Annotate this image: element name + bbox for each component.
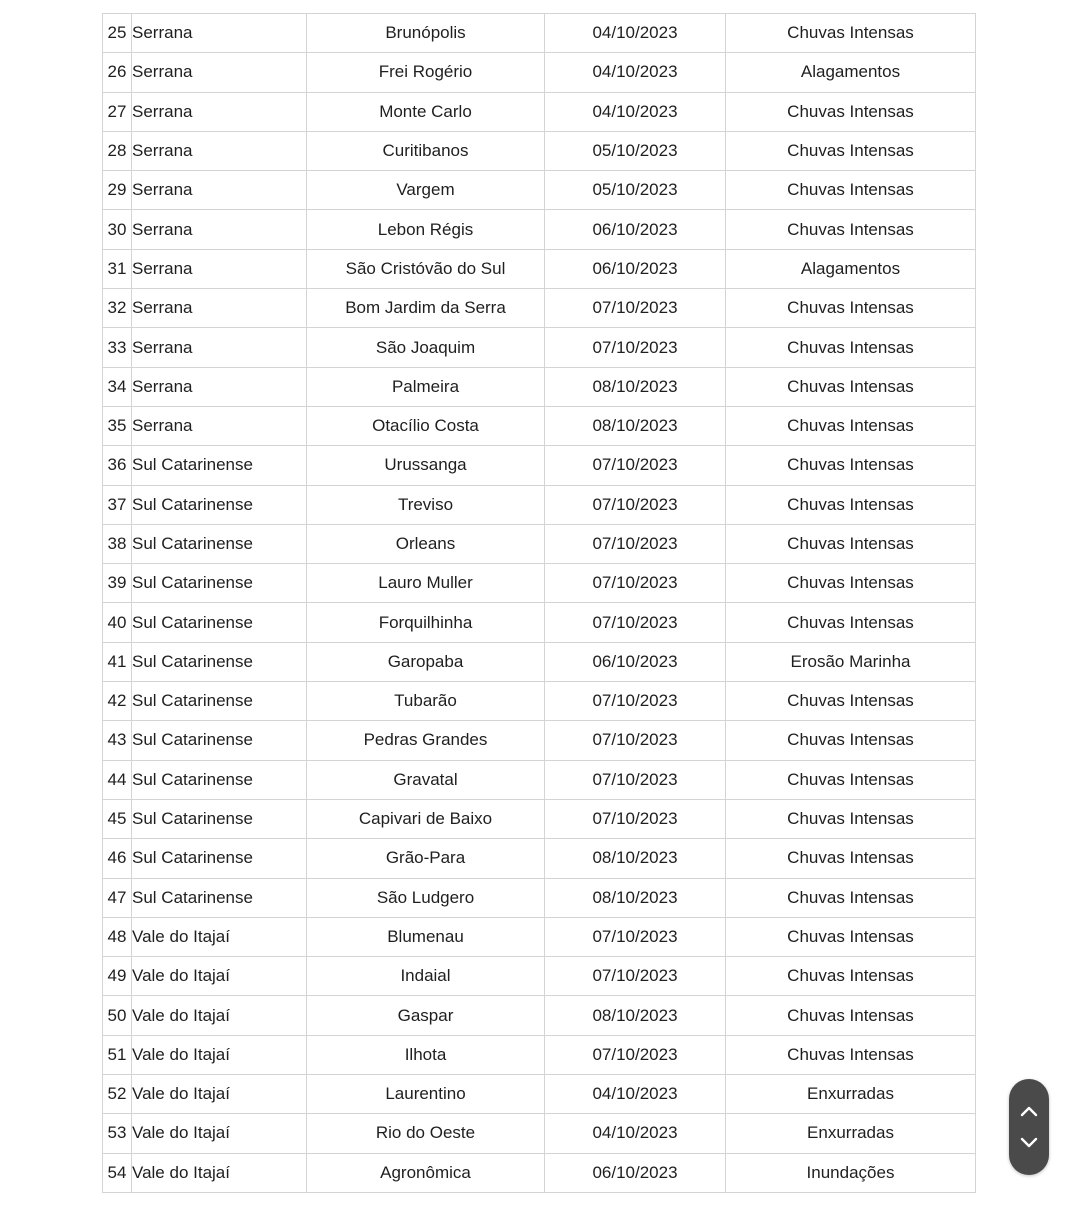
table-row xyxy=(103,1153,976,1192)
date-cell: 07/10/2023 xyxy=(545,289,726,328)
date-cell: 07/10/2023 xyxy=(545,760,726,799)
table-row xyxy=(103,406,976,445)
event-cell: Chuvas Intensas xyxy=(726,210,976,249)
region-cell: Sul Catarinense xyxy=(132,760,307,799)
table-row xyxy=(103,642,976,681)
row-number-cell: 28 xyxy=(103,131,132,170)
event-cell: Chuvas Intensas xyxy=(726,564,976,603)
row-number-cell: 35 xyxy=(103,406,132,445)
table-row xyxy=(103,524,976,563)
row-number-cell: 51 xyxy=(103,1035,132,1074)
event-cell: Chuvas Intensas xyxy=(726,446,976,485)
event-cell: Erosão Marinha xyxy=(726,642,976,681)
city-cell: Urussanga xyxy=(307,446,545,485)
date-cell: 04/10/2023 xyxy=(545,1114,726,1153)
date-cell: 04/10/2023 xyxy=(545,53,726,92)
date-cell: 06/10/2023 xyxy=(545,210,726,249)
event-cell: Chuvas Intensas xyxy=(726,760,976,799)
table-row xyxy=(103,1035,976,1074)
event-cell: Chuvas Intensas xyxy=(726,1035,976,1074)
table-row xyxy=(103,917,976,956)
table-row xyxy=(103,249,976,288)
region-cell: Sul Catarinense xyxy=(132,485,307,524)
event-cell: Inundações xyxy=(726,1153,976,1192)
row-number-cell: 26 xyxy=(103,53,132,92)
date-cell: 08/10/2023 xyxy=(545,839,726,878)
event-cell: Chuvas Intensas xyxy=(726,917,976,956)
row-number-cell: 53 xyxy=(103,1114,132,1153)
region-cell: Vale do Itajaí xyxy=(132,996,307,1035)
city-cell: Laurentino xyxy=(307,1075,545,1114)
row-number-cell: 27 xyxy=(103,92,132,131)
table-row xyxy=(103,210,976,249)
date-cell: 07/10/2023 xyxy=(545,721,726,760)
event-cell: Alagamentos xyxy=(726,53,976,92)
region-cell: Sul Catarinense xyxy=(132,642,307,681)
row-number-cell: 39 xyxy=(103,564,132,603)
region-cell: Serrana xyxy=(132,406,307,445)
event-cell: Chuvas Intensas xyxy=(726,957,976,996)
region-cell: Serrana xyxy=(132,328,307,367)
city-cell: Bom Jardim da Serra xyxy=(307,289,545,328)
row-number-cell: 45 xyxy=(103,799,132,838)
table-row xyxy=(103,53,976,92)
row-number-cell: 36 xyxy=(103,446,132,485)
city-cell: Agronômica xyxy=(307,1153,545,1192)
table-row xyxy=(103,996,976,1035)
event-cell: Chuvas Intensas xyxy=(726,996,976,1035)
city-cell: Ilhota xyxy=(307,1035,545,1074)
table-row xyxy=(103,721,976,760)
event-cell: Chuvas Intensas xyxy=(726,367,976,406)
scroll-down-button[interactable] xyxy=(1009,1123,1049,1163)
row-number-cell: 52 xyxy=(103,1075,132,1114)
row-number-cell: 54 xyxy=(103,1153,132,1192)
date-cell: 07/10/2023 xyxy=(545,917,726,956)
table-row xyxy=(103,564,976,603)
row-number-cell: 48 xyxy=(103,917,132,956)
date-cell: 07/10/2023 xyxy=(545,1035,726,1074)
table-row xyxy=(103,92,976,131)
city-cell: Otacílio Costa xyxy=(307,406,545,445)
row-number-cell: 25 xyxy=(103,14,132,53)
city-cell: Palmeira xyxy=(307,367,545,406)
date-cell: 07/10/2023 xyxy=(545,603,726,642)
city-cell: São Ludgero xyxy=(307,878,545,917)
city-cell: Lebon Régis xyxy=(307,210,545,249)
region-cell: Serrana xyxy=(132,131,307,170)
city-cell: Blumenau xyxy=(307,917,545,956)
event-cell: Enxurradas xyxy=(726,1075,976,1114)
date-cell: 08/10/2023 xyxy=(545,367,726,406)
row-number-cell: 30 xyxy=(103,210,132,249)
city-cell: Brunópolis xyxy=(307,14,545,53)
event-cell: Chuvas Intensas xyxy=(726,485,976,524)
date-cell: 04/10/2023 xyxy=(545,1075,726,1114)
table-row xyxy=(103,485,976,524)
date-cell: 07/10/2023 xyxy=(545,682,726,721)
date-cell: 08/10/2023 xyxy=(545,406,726,445)
row-number-cell: 43 xyxy=(103,721,132,760)
table-row xyxy=(103,839,976,878)
event-cell: Chuvas Intensas xyxy=(726,171,976,210)
city-cell: Orleans xyxy=(307,524,545,563)
region-cell: Serrana xyxy=(132,171,307,210)
city-cell: Monte Carlo xyxy=(307,92,545,131)
region-cell: Serrana xyxy=(132,367,307,406)
city-cell: Gravatal xyxy=(307,760,545,799)
event-cell: Chuvas Intensas xyxy=(726,603,976,642)
region-cell: Sul Catarinense xyxy=(132,682,307,721)
city-cell: Indaial xyxy=(307,957,545,996)
row-number-cell: 46 xyxy=(103,839,132,878)
date-cell: 06/10/2023 xyxy=(545,642,726,681)
city-cell: Tubarão xyxy=(307,682,545,721)
region-cell: Sul Catarinense xyxy=(132,446,307,485)
row-number-cell: 40 xyxy=(103,603,132,642)
event-cell: Enxurradas xyxy=(726,1114,976,1153)
row-number-cell: 29 xyxy=(103,171,132,210)
table-row xyxy=(103,957,976,996)
date-cell: 06/10/2023 xyxy=(545,1153,726,1192)
row-number-cell: 33 xyxy=(103,328,132,367)
row-number-cell: 42 xyxy=(103,682,132,721)
city-cell: Treviso xyxy=(307,485,545,524)
table-row xyxy=(103,289,976,328)
city-cell: Rio do Oeste xyxy=(307,1114,545,1153)
region-cell: Sul Catarinense xyxy=(132,524,307,563)
table-row xyxy=(103,878,976,917)
date-cell: 04/10/2023 xyxy=(545,92,726,131)
city-cell: Garopaba xyxy=(307,642,545,681)
table-body xyxy=(103,14,976,1193)
region-cell: Serrana xyxy=(132,92,307,131)
event-cell: Chuvas Intensas xyxy=(726,721,976,760)
table-row xyxy=(103,1075,976,1114)
row-number-cell: 31 xyxy=(103,249,132,288)
table-row xyxy=(103,799,976,838)
row-number-cell: 41 xyxy=(103,642,132,681)
city-cell: Curitibanos xyxy=(307,131,545,170)
city-cell: Vargem xyxy=(307,171,545,210)
row-number-cell: 34 xyxy=(103,367,132,406)
row-number-cell: 44 xyxy=(103,760,132,799)
date-cell: 07/10/2023 xyxy=(545,446,726,485)
date-cell: 07/10/2023 xyxy=(545,328,726,367)
date-cell: 08/10/2023 xyxy=(545,878,726,917)
city-cell: Grão-Para xyxy=(307,839,545,878)
city-cell: Gaspar xyxy=(307,996,545,1035)
event-cell: Chuvas Intensas xyxy=(726,131,976,170)
date-cell: 07/10/2023 xyxy=(545,524,726,563)
event-cell: Chuvas Intensas xyxy=(726,14,976,53)
region-cell: Vale do Itajaí xyxy=(132,1114,307,1153)
region-cell: Serrana xyxy=(132,53,307,92)
region-cell: Vale do Itajaí xyxy=(132,1153,307,1192)
date-cell: 07/10/2023 xyxy=(545,957,726,996)
region-cell: Sul Catarinense xyxy=(132,603,307,642)
date-cell: 04/10/2023 xyxy=(545,14,726,53)
event-cell: Chuvas Intensas xyxy=(726,682,976,721)
table-row xyxy=(103,760,976,799)
region-cell: Serrana xyxy=(132,249,307,288)
event-cell: Chuvas Intensas xyxy=(726,524,976,563)
event-cell: Chuvas Intensas xyxy=(726,289,976,328)
date-cell: 08/10/2023 xyxy=(545,996,726,1035)
event-cell: Chuvas Intensas xyxy=(726,839,976,878)
region-cell: Sul Catarinense xyxy=(132,839,307,878)
region-cell: Serrana xyxy=(132,210,307,249)
region-cell: Sul Catarinense xyxy=(132,799,307,838)
region-cell: Vale do Itajaí xyxy=(132,917,307,956)
date-cell: 06/10/2023 xyxy=(545,249,726,288)
region-cell: Serrana xyxy=(132,14,307,53)
row-number-cell: 47 xyxy=(103,878,132,917)
table-row xyxy=(103,131,976,170)
event-cell: Chuvas Intensas xyxy=(726,799,976,838)
event-cell: Chuvas Intensas xyxy=(726,328,976,367)
table-row xyxy=(103,446,976,485)
city-cell: Lauro Muller xyxy=(307,564,545,603)
scroll-control xyxy=(1009,1079,1049,1175)
table-row xyxy=(103,603,976,642)
table-row xyxy=(103,171,976,210)
event-cell: Chuvas Intensas xyxy=(726,92,976,131)
event-cell: Alagamentos xyxy=(726,249,976,288)
region-cell: Vale do Itajaí xyxy=(132,1035,307,1074)
municipalities-table xyxy=(102,13,976,1193)
table-row xyxy=(103,367,976,406)
row-number-cell: 37 xyxy=(103,485,132,524)
date-cell: 07/10/2023 xyxy=(545,799,726,838)
table-row xyxy=(103,1114,976,1153)
city-cell: São Joaquim xyxy=(307,328,545,367)
table-row xyxy=(103,328,976,367)
table-row xyxy=(103,682,976,721)
date-cell: 07/10/2023 xyxy=(545,485,726,524)
chevron-down-icon xyxy=(1020,1137,1038,1149)
region-cell: Sul Catarinense xyxy=(132,721,307,760)
region-cell: Sul Catarinense xyxy=(132,878,307,917)
region-cell: Vale do Itajaí xyxy=(132,957,307,996)
region-cell: Serrana xyxy=(132,289,307,328)
city-cell: Forquilhinha xyxy=(307,603,545,642)
date-cell: 07/10/2023 xyxy=(545,564,726,603)
city-cell: Capivari de Baixo xyxy=(307,799,545,838)
city-cell: Frei Rogério xyxy=(307,53,545,92)
city-cell: Pedras Grandes xyxy=(307,721,545,760)
row-number-cell: 38 xyxy=(103,524,132,563)
row-number-cell: 49 xyxy=(103,957,132,996)
city-cell: São Cristóvão do Sul xyxy=(307,249,545,288)
date-cell: 05/10/2023 xyxy=(545,171,726,210)
event-cell: Chuvas Intensas xyxy=(726,878,976,917)
event-cell: Chuvas Intensas xyxy=(726,406,976,445)
region-cell: Vale do Itajaí xyxy=(132,1075,307,1114)
row-number-cell: 32 xyxy=(103,289,132,328)
table-row xyxy=(103,14,976,53)
chevron-up-icon xyxy=(1020,1105,1038,1117)
region-cell: Sul Catarinense xyxy=(132,564,307,603)
date-cell: 05/10/2023 xyxy=(545,131,726,170)
row-number-cell: 50 xyxy=(103,996,132,1035)
